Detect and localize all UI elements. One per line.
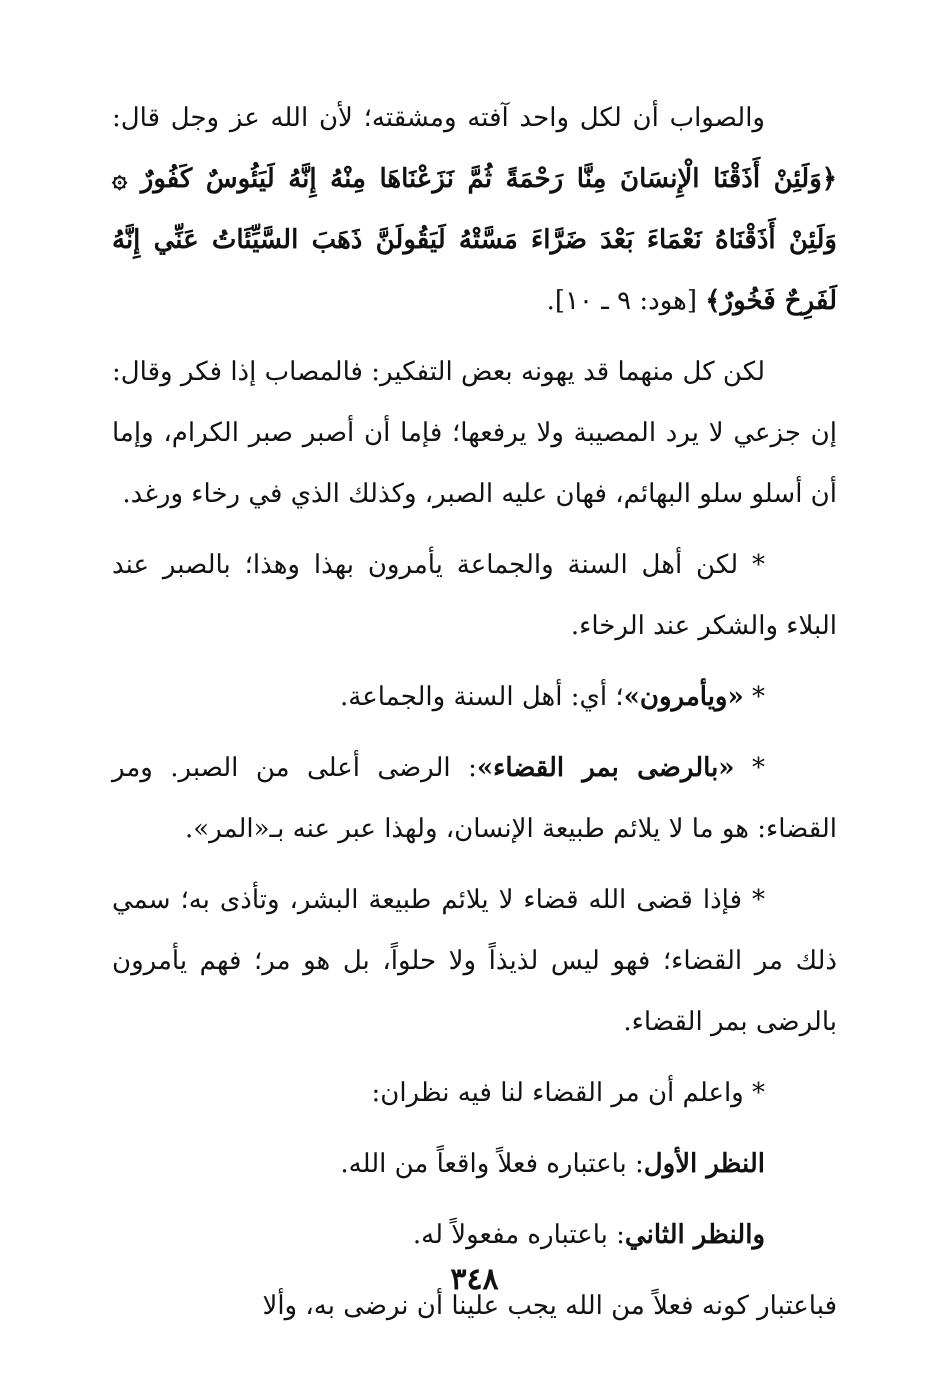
paragraph-quran-citation xyxy=(112,88,837,332)
paragraph-bitter-decree: * فإذا قضى الله قضاء لا يلائم طبيعة البشر، وتأذى به؛ سمي ذلك مر القضاء؛ فهو ليس لذيذاً ولا حلواً، بل هو مر؛ فهم يأمرون بالرضى بمر القضاء. xyxy=(112,885,837,1037)
page-body xyxy=(112,88,837,1347)
paragraph-yamuruna xyxy=(112,667,837,728)
paragraph-second-view xyxy=(112,1205,837,1266)
bullet-star: * xyxy=(734,753,765,783)
paragraph-text: والصواب أن لكل واحد آفته ومشقته؛ لأن الله عز وجل قال: xyxy=(112,103,765,133)
paragraph-first-view xyxy=(112,1134,837,1195)
paragraph-text: : باعتباره مفعولاً له. xyxy=(412,1220,625,1250)
paragraph-rida xyxy=(112,738,837,860)
bold-term: «ويأمرون» xyxy=(623,682,744,712)
bold-term: «بالرضى بمر القضاء» xyxy=(476,753,735,783)
paragraph-text: ؛ أي: أهل السنة والجماعة. xyxy=(340,682,624,712)
paragraph-ahl-sunnah: * لكن أهل السنة والجماعة يأمرون بهذا وهذا؛ بالصبر عند البلاء والشكر عند الرخاء. xyxy=(112,550,837,641)
paragraph-text: : الرضى أعلى من الصبر. ومر القضاء: هو ما لا يلائم طبيعة الإنسان، ولهذا عبر عنه بـ«المر». xyxy=(112,753,837,844)
paragraph-text: : باعتباره فعلاً واقعاً من الله. xyxy=(340,1149,644,1179)
quran-verse: ﴿وَلَئِنْ أَذَقْنَا الْإِنسَانَ مِنَّا رَحْمَةً ثُمَّ نَزَعْنَاهَا مِنْهُ إِنَّهُ لَيَئُوسٌ كَفُورٌ ۞ وَلَئِنْ أَذَقْنَاهُ نَعْمَاءَ بَعْدَ ضَرَّاءَ مَسَّتْهُ لَيَقُولَنَّ ذَهَبَ السَّيِّئَاتُ عَنِّي إِنَّهُ لَفَرِحٌ فَخُورٌ﴾ xyxy=(112,164,838,316)
page-number: ٣٤٨ xyxy=(450,1262,499,1297)
verse-reference: [هود: ٩ ـ ١٠]. xyxy=(546,286,706,316)
bold-term: والنظر الثاني xyxy=(624,1220,765,1250)
bold-term: النظر الأول xyxy=(643,1149,765,1179)
bullet-star: * xyxy=(743,682,765,712)
paragraph-continuation: فباعتبار كونه فعلاً من الله يجب علينا أن نرضى به، وألا xyxy=(262,1291,837,1321)
paragraph-reflection: لكن كل منهما قد يهونه بعض التفكير: فالمصاب إذا فكر وقال: إن جزعي لا يرد المصيبة ولا يرفعها؛ فإما أن أصبر صبر الكرام، وإما أن أسلو سلو البهائم، فهان عليه الصبر، وكذلك الذي في رخاء ورغد. xyxy=(112,357,837,509)
paragraph-two-views: * واعلم أن مر القضاء لنا فيه نظران: xyxy=(371,1078,765,1108)
